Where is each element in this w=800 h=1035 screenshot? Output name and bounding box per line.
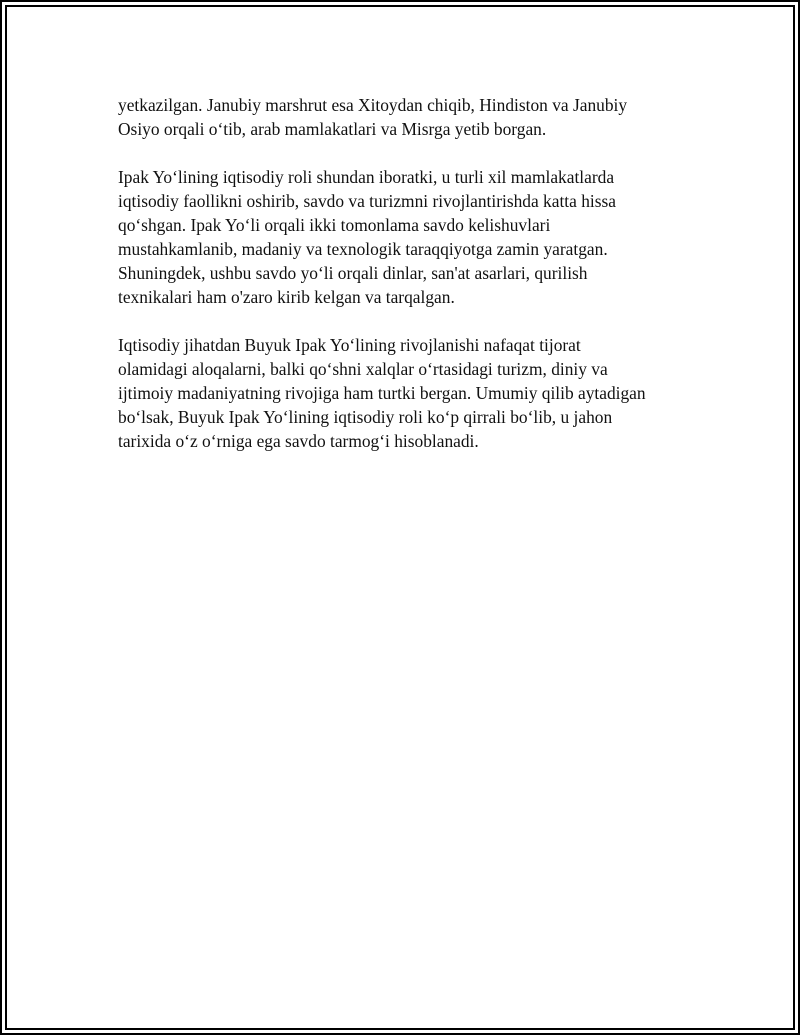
- text-line: ijtimoiy madaniyatning rivojiga ham turtki bergan. Umumiy qilib aytadigan: [118, 383, 646, 403]
- paragraph-2: [118, 165, 693, 309]
- text-line: Ipak Yo‘lining iqtisodiy roli shundan iboratki, u turli xil mamlakatlarda: [118, 167, 615, 187]
- text-line: bo‘lsak, Buyuk Ipak Yo‘lining iqtisodiy roli ko‘p qirrali bo‘lib, u jahon: [118, 407, 613, 427]
- text-line: qo‘shgan. Ipak Yo‘li orqali ikki tomonlama savdo kelishuvlari: [118, 215, 551, 235]
- text-line: Osiyo orqali o‘tib, arab mamlakatlari va Misrga yetib borgan.: [118, 119, 547, 139]
- text-line: iqtisodiy faollikni oshirib, savdo va turizmni rivojlantirishda katta hissa: [118, 191, 616, 211]
- paragraph-3: [118, 333, 693, 453]
- document-body: [118, 93, 693, 477]
- text-line: texnikalari ham o'zaro kirib kelgan va tarqalgan.: [118, 287, 455, 307]
- text-line: mustahkamlanib, madaniy va texnologik taraqqiyotga zamin yaratgan.: [118, 239, 608, 259]
- text-line: tarixida o‘z o‘rniga ega savdo tarmog‘i hisoblanadi.: [118, 431, 479, 451]
- paragraph-1: [118, 93, 693, 141]
- text-line: Shuningdek, ushbu savdo yo‘li orqali dinlar, san'at asarlari, qurilish: [118, 263, 588, 283]
- text-line: olamidagi aloqalarni, balki qo‘shni xalqlar o‘rtasidagi turizm, diniy va: [118, 359, 608, 379]
- text-line: Iqtisodiy jihatdan Buyuk Ipak Yo‘lining rivojlanishi nafaqat tijorat: [118, 335, 581, 355]
- text-line: yetkazilgan. Janubiy marshrut esa Xitoydan chiqib, Hindiston va Janubiy: [118, 95, 628, 115]
